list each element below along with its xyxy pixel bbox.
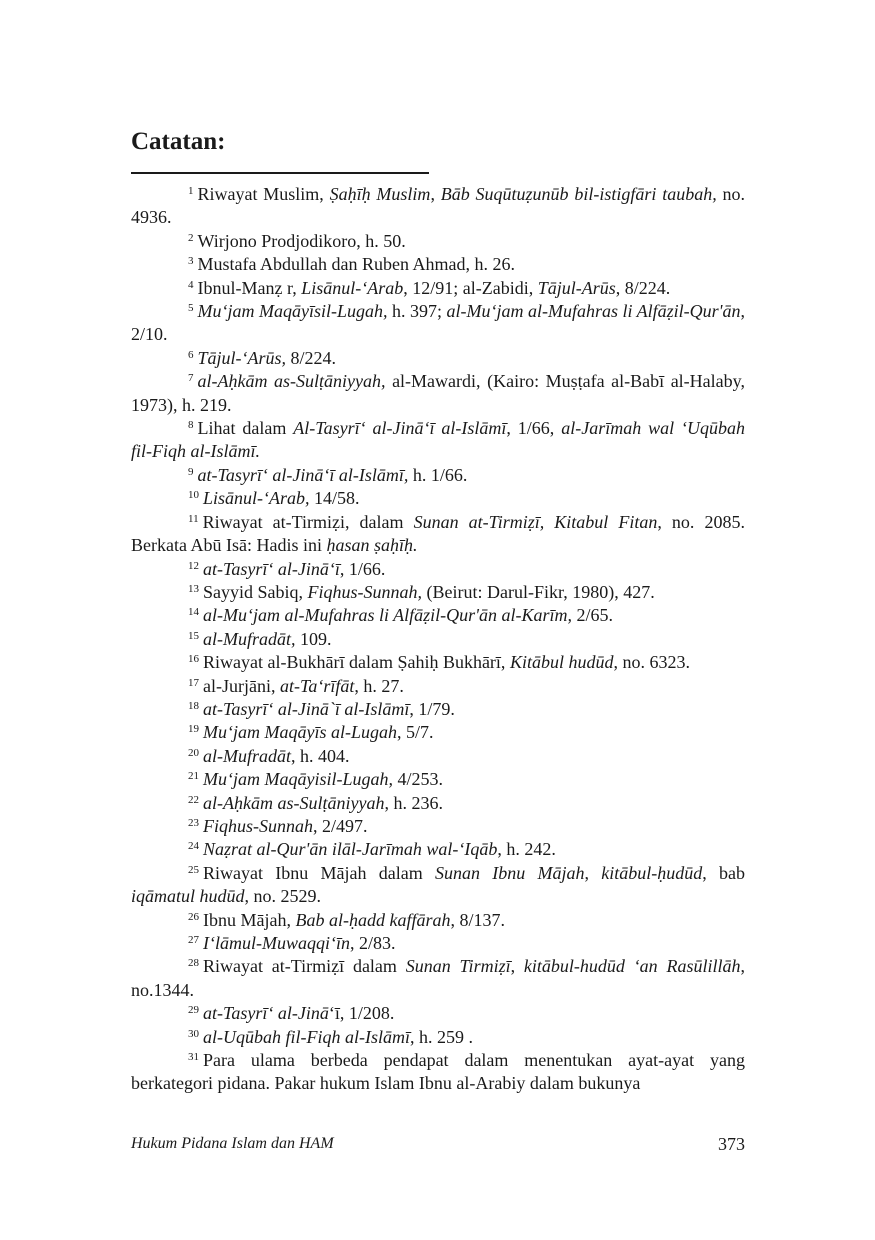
footnote-text: al-Mawardi, (Kairo: Muṣṭafa al-Babī al-Halaby, 1973), h. 219.	[131, 371, 745, 415]
footnote-number: 11	[188, 512, 199, 525]
footnote-number: 28	[188, 957, 199, 970]
footnote-number: 25	[188, 863, 199, 876]
footnote-number: 29	[188, 1004, 199, 1017]
footnote-number: 12	[188, 559, 199, 572]
footnote-italic-text: Sunan Tirmiẓī	[405, 956, 511, 977]
footnote-6	[131, 347, 745, 370]
footnote-italic-text: al-Mu‘jam al-Mufahras li Alfāẓil-Qur'ān al-Karīm,	[203, 605, 573, 626]
footnote-text: Sayyid Sabiq,	[203, 581, 308, 602]
footnote-number: 9	[188, 465, 194, 478]
footnote-italic-text: ḥasan ṣaḥīḥ.	[326, 535, 418, 556]
footnote-italic-text: kitābul-ḥudūd	[601, 862, 703, 883]
footnote-italic-text: at-Tasyrī‘ al-Jinā‘ī	[203, 558, 340, 579]
footnote-italic-text: al-Aḥkām as-Sulṭāniyyah,	[197, 371, 386, 392]
footnote-italic-text: Tājul-‘Arūs,	[197, 347, 287, 368]
footnote-number: 19	[188, 723, 199, 736]
footnote-text: , 2/83.	[349, 933, 396, 953]
footnote-7	[131, 370, 745, 417]
footnote-italic-text: at-Ta‘rīfāt	[279, 675, 355, 696]
footnote-italic-text: Kitābul hudūd	[509, 652, 614, 673]
footnote-text: no. 4936.	[131, 184, 746, 228]
footnote-number: 2	[188, 231, 194, 244]
footnote-text: Ibnu Mājah,	[203, 909, 296, 930]
footnote-number: 26	[188, 910, 199, 923]
footnote-text: ,	[584, 862, 602, 883]
footnote-number: 24	[188, 840, 199, 853]
footnote-number: 20	[188, 746, 199, 759]
footnote-31	[131, 1049, 745, 1096]
footnote-number: 6	[188, 348, 194, 361]
footnote-text: , 8/224.	[615, 277, 671, 298]
footnote-italic-text: al-Aḥkām as-Sulṭāniyyah	[203, 792, 385, 813]
footnote-text: Riwayat al-Bukhārī dalam Ṣahiḥ Bukhārī,	[203, 652, 510, 673]
footnote-1	[131, 183, 745, 230]
footnote-17	[131, 675, 745, 698]
footnote-16	[131, 651, 745, 674]
footnote-text: , 2/497.	[313, 815, 368, 836]
footnote-text: , bab	[702, 862, 745, 883]
footnote-number: 14	[188, 606, 199, 619]
footnote-14	[131, 604, 745, 627]
footnote-13	[131, 581, 745, 604]
footnote-italic-text: al-Mu‘jam al-Mufahras li Alfāẓil-Qur'ān	[446, 301, 741, 322]
footnote-number: 5	[188, 302, 194, 315]
footnote-15	[131, 628, 745, 651]
footnote-italic-text: al-Uqūbah fil-Fiqh al-Islāmī	[203, 1026, 410, 1047]
footnote-italic-text: I‘lāmul-Muwaqqi‘īn	[203, 933, 350, 953]
footnote-27	[131, 932, 745, 955]
footnote-text: Ibnul-Manẓ r,	[197, 277, 302, 298]
footnote-text: Para ulama berbeda pendapat dalam menentukan ayat-ayat yang berkategori pidana. Pakar hukum Islam Ibnu al-Arabiy dalam bukunya	[131, 1050, 745, 1094]
footnote-number: 21	[188, 770, 199, 783]
footnote-number: 27	[188, 934, 199, 946]
footnote-text: , 1/66,	[506, 418, 562, 439]
footnote-number: 16	[188, 653, 199, 666]
footnote-text: al-Jurjāni,	[203, 675, 280, 696]
heading-divider	[131, 172, 429, 174]
footnote-text: h. 1/66.	[408, 464, 468, 485]
footnote-text: h. 397;	[387, 301, 447, 322]
footnote-number: 13	[188, 582, 199, 595]
footnote-number: 15	[188, 629, 199, 642]
footnote-number: 10	[188, 489, 199, 502]
footnote-text: , 1/66.	[339, 558, 386, 579]
footnote-text: , 2/10.	[131, 301, 746, 345]
footnote-3	[131, 253, 745, 276]
footnote-18	[131, 698, 745, 721]
footnote-text: 109.	[295, 628, 332, 649]
footnote-italic-text: at-Tasyrī‘ al-Jinā	[203, 1003, 329, 1024]
running-footer-title: Hukum Pidana Islam dan HAM	[131, 1135, 334, 1152]
footnote-text: Mustafa Abdullah dan Ruben Ahmad, h. 26.	[197, 254, 515, 275]
footnote-italic-text: Mu‘jam Maqāyisil-Lugah,	[203, 769, 393, 790]
footnote-italic-text: at-Tasyrī‘ al-Jinā`ī al-Islāmī	[203, 698, 410, 719]
footnote-30	[131, 1026, 745, 1049]
footnote-12	[131, 558, 745, 581]
footnote-text: ‘ī, 1/208.	[328, 1003, 395, 1024]
footnote-text: , h. 27.	[354, 675, 404, 696]
footnote-list	[131, 183, 745, 1096]
footnote-number: 23	[188, 816, 199, 829]
footnote-10	[131, 487, 745, 510]
footnote-text: 8/224.	[286, 347, 337, 368]
footnote-20	[131, 745, 745, 768]
footnote-italic-text: Al-Tasyrī‘ al-Jinā‘ī al-Islāmī	[293, 418, 507, 439]
footnote-italic-text: Ṣaḥīḥ Muslim	[329, 184, 431, 204]
footnote-29	[131, 1002, 745, 1025]
footnote-italic-text: Bāb Suqūtuẓunūb bil-istigfāri taubah,	[440, 184, 717, 204]
footnote-number: 8	[188, 419, 194, 432]
footnote-text: , 5/7.	[396, 722, 434, 743]
footnote-italic-text: iqāmatul hudūd	[131, 886, 245, 907]
footnote-text: 4/253.	[392, 769, 443, 790]
footnote-text: 14/58.	[309, 488, 360, 509]
footnote-23	[131, 815, 745, 838]
footnote-italic-text: Fiqhus-Sunnah,	[307, 581, 423, 602]
page-number: 373	[718, 1134, 745, 1154]
footnote-9	[131, 464, 745, 487]
footnote-text: 2/65.	[572, 605, 614, 626]
footnote-italic-text: Mu‘jam Maqāyīsil-Lugah,	[197, 301, 388, 322]
footnote-number: 18	[188, 699, 199, 712]
footnote-26	[131, 909, 745, 932]
footnote-text: , no.1344.	[131, 956, 745, 1000]
footnote-number: 31	[188, 1051, 199, 1064]
footnote-number: 30	[188, 1027, 199, 1040]
footnote-italic-text: Lisānul-‘Arab,	[203, 488, 310, 509]
footnote-text: Riwayat Ibnu Mājah dalam	[203, 862, 435, 883]
footnote-number: 7	[188, 372, 194, 385]
footnote-italic-text: al-Mufradāt	[203, 745, 291, 766]
footnote-text: , no. 2085. Berkata Abū Isā: Hadis ini	[131, 511, 745, 556]
footnote-italic-text: kitābul-hudūd ‘an Rasūlillāh	[523, 956, 741, 977]
footnote-italic-text: Mu‘jam Maqāyīs al-Lugah	[203, 722, 397, 743]
footnote-text: Lihat dalam	[197, 418, 294, 439]
footnote-italic-text: al-Jarīmah wal ‘Uqūbah fil-Fiqh al-Islāmī.	[131, 418, 745, 462]
footnote-text: , 12/91; al-Zabidi,	[403, 277, 538, 298]
footnote-text: (Beirut: Darul-Fikr, 1980), 427.	[422, 581, 655, 602]
footnote-text: ,	[430, 184, 441, 204]
footnote-2	[131, 230, 745, 253]
footnote-italic-text: Naẓrat al-Qur'ān ilāl-Jarīmah wal-‘Iqāb	[203, 839, 498, 860]
footnote-text: , no. 6323.	[613, 652, 690, 673]
footnote-text: , h. 404.	[291, 745, 350, 766]
footnote-4	[131, 277, 745, 300]
footnote-text: , h. 236.	[384, 792, 443, 813]
footnote-text: , 8/137.	[450, 909, 505, 930]
footnote-text: , h. 242.	[497, 839, 556, 860]
footnote-italic-text: Sunan at-Tirmiẓī, Kitabul Fitan	[413, 511, 658, 532]
footnote-number: 3	[188, 255, 194, 268]
notes-heading: Catatan:	[131, 128, 226, 155]
footnote-italic-text: Bab al-ḥadd kaffārah	[295, 909, 451, 930]
footnote-text: , h. 259 .	[409, 1026, 473, 1047]
footnote-19	[131, 721, 745, 744]
footnote-number: 22	[188, 793, 199, 806]
footnote-text: Riwayat Muslim,	[197, 184, 330, 204]
footnote-number: 4	[188, 278, 194, 291]
footnote-text: Riwayat at-Tirmiẓī dalam	[203, 956, 406, 977]
footnote-24	[131, 838, 745, 861]
footnote-8	[131, 417, 745, 464]
footnote-11	[131, 511, 745, 558]
footnote-25	[131, 862, 745, 909]
footnote-text: , no. 2529.	[244, 886, 322, 907]
footnote-text: ,	[510, 956, 524, 977]
footnote-italic-text: Sunan Ibnu Mājah	[434, 862, 585, 883]
footnote-italic-text: at-Tasyrī‘ al-Jinā‘ī al-Islāmī,	[197, 464, 409, 485]
footnote-text: Wirjono Prodjodikoro, h. 50.	[197, 230, 406, 251]
footnote-text: , 1/79.	[409, 698, 455, 719]
footnote-italic-text: Fiqhus-Sunnah	[203, 815, 313, 836]
footnote-italic-text: Tājul-Arūs	[537, 277, 616, 298]
footnote-italic-text: al-Mufradāt,	[203, 628, 296, 649]
footnote-italic-text: Lisānul-‘Arab	[301, 277, 404, 298]
footnote-28	[131, 955, 745, 1002]
footnote-text: Riwayat at-Tirmiẓi, dalam	[202, 511, 414, 532]
footnote-5	[131, 300, 745, 347]
footnote-number: 17	[188, 676, 199, 689]
footnote-number: 1	[188, 185, 194, 197]
footnote-21	[131, 768, 745, 791]
footnote-22	[131, 792, 745, 815]
